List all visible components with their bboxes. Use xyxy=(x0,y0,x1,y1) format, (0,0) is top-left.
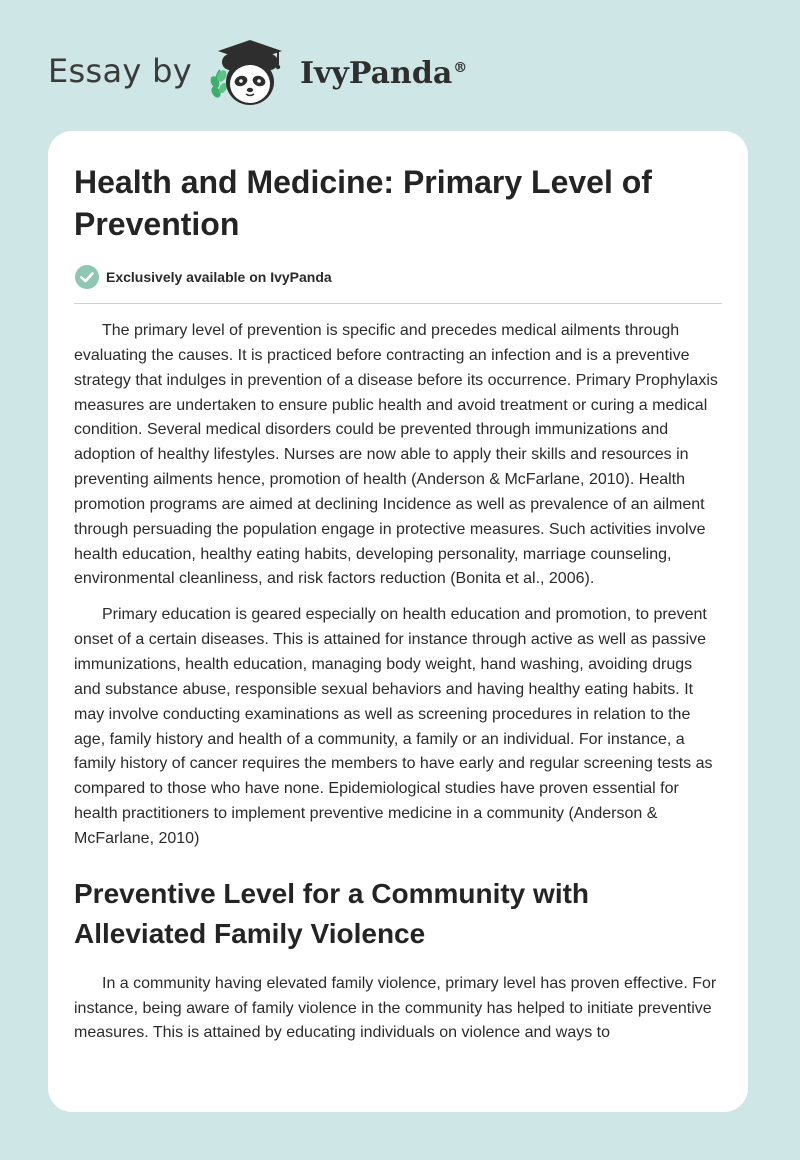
brand-name xyxy=(300,56,467,91)
page-title: Health and Medicine: Primary Level of Prevention xyxy=(74,164,652,242)
panda-graduate-icon xyxy=(206,34,296,110)
article-body xyxy=(74,319,722,1057)
section-heading: Preventive Level for a Community with Alleviated Family Violence xyxy=(74,877,590,949)
paragraph: In a community having elevated family violence, primary level has proven effective. For instance, being aware of family violence in the community has helped to initiate preventive measures. This is attained by educating individuals on violence and ways to xyxy=(74,974,717,1042)
brand-name-text: IvyPanda xyxy=(299,55,453,91)
check-circle-icon xyxy=(74,264,100,290)
exclusive-label: Exclusively available on IvyPanda xyxy=(106,269,332,285)
registered-mark: ® xyxy=(453,59,468,76)
divider xyxy=(74,303,722,304)
exclusive-badge xyxy=(74,264,332,290)
article-card xyxy=(48,131,748,1112)
paragraph: The primary level of prevention is specific and precedes medical ailments through evaluating the causes. It is practiced before contracting an infection and is a preventive strategy that indulges in prevention of a disease before its occurrence. Primary Prophylaxis measures are undertaken to ensure public health and avoid treatment or curing a medical condition. Several medical disorders could be prevented through immunizations and adoption of healthy lifestyles. Nurses are now able to apply their skills and resources in preventing ailments hence, promotion of health (Anderson & McFarlane, 2010). Health promotion programs are aimed at declining Incidence as well as prevalence of an ailment through persuading the population engage in protective measures. Such activities involve health education, healthy eating habits, developing personality, marriage counseling, environmental cleanliness, and risk factors reduction (Bonita et al., 2006). xyxy=(74,322,718,588)
brand-header[interactable] xyxy=(48,34,467,110)
paragraph: Primary education is geared especially on health education and promotion, to prevent onset of a certain diseases. This is attained for instance through active as well as passive immunizations, health education, managing body weight, hand washing, avoiding drugs and substance abuse, responsible sexual behaviors and having healthy eating habits. It may involve conducting examinations as well as screening procedures in relation to the age, family history and health of a community, a family or an individual. For instance, a family history of cancer requires the members to have early and regular screening tests as compared to those who have none. Epidemiological studies have proven essential for health practitioners to implement preventive medicine in a community (Anderson & McFarlane, 2010) xyxy=(74,606,713,847)
brand-prefix: Essay by xyxy=(48,52,192,90)
